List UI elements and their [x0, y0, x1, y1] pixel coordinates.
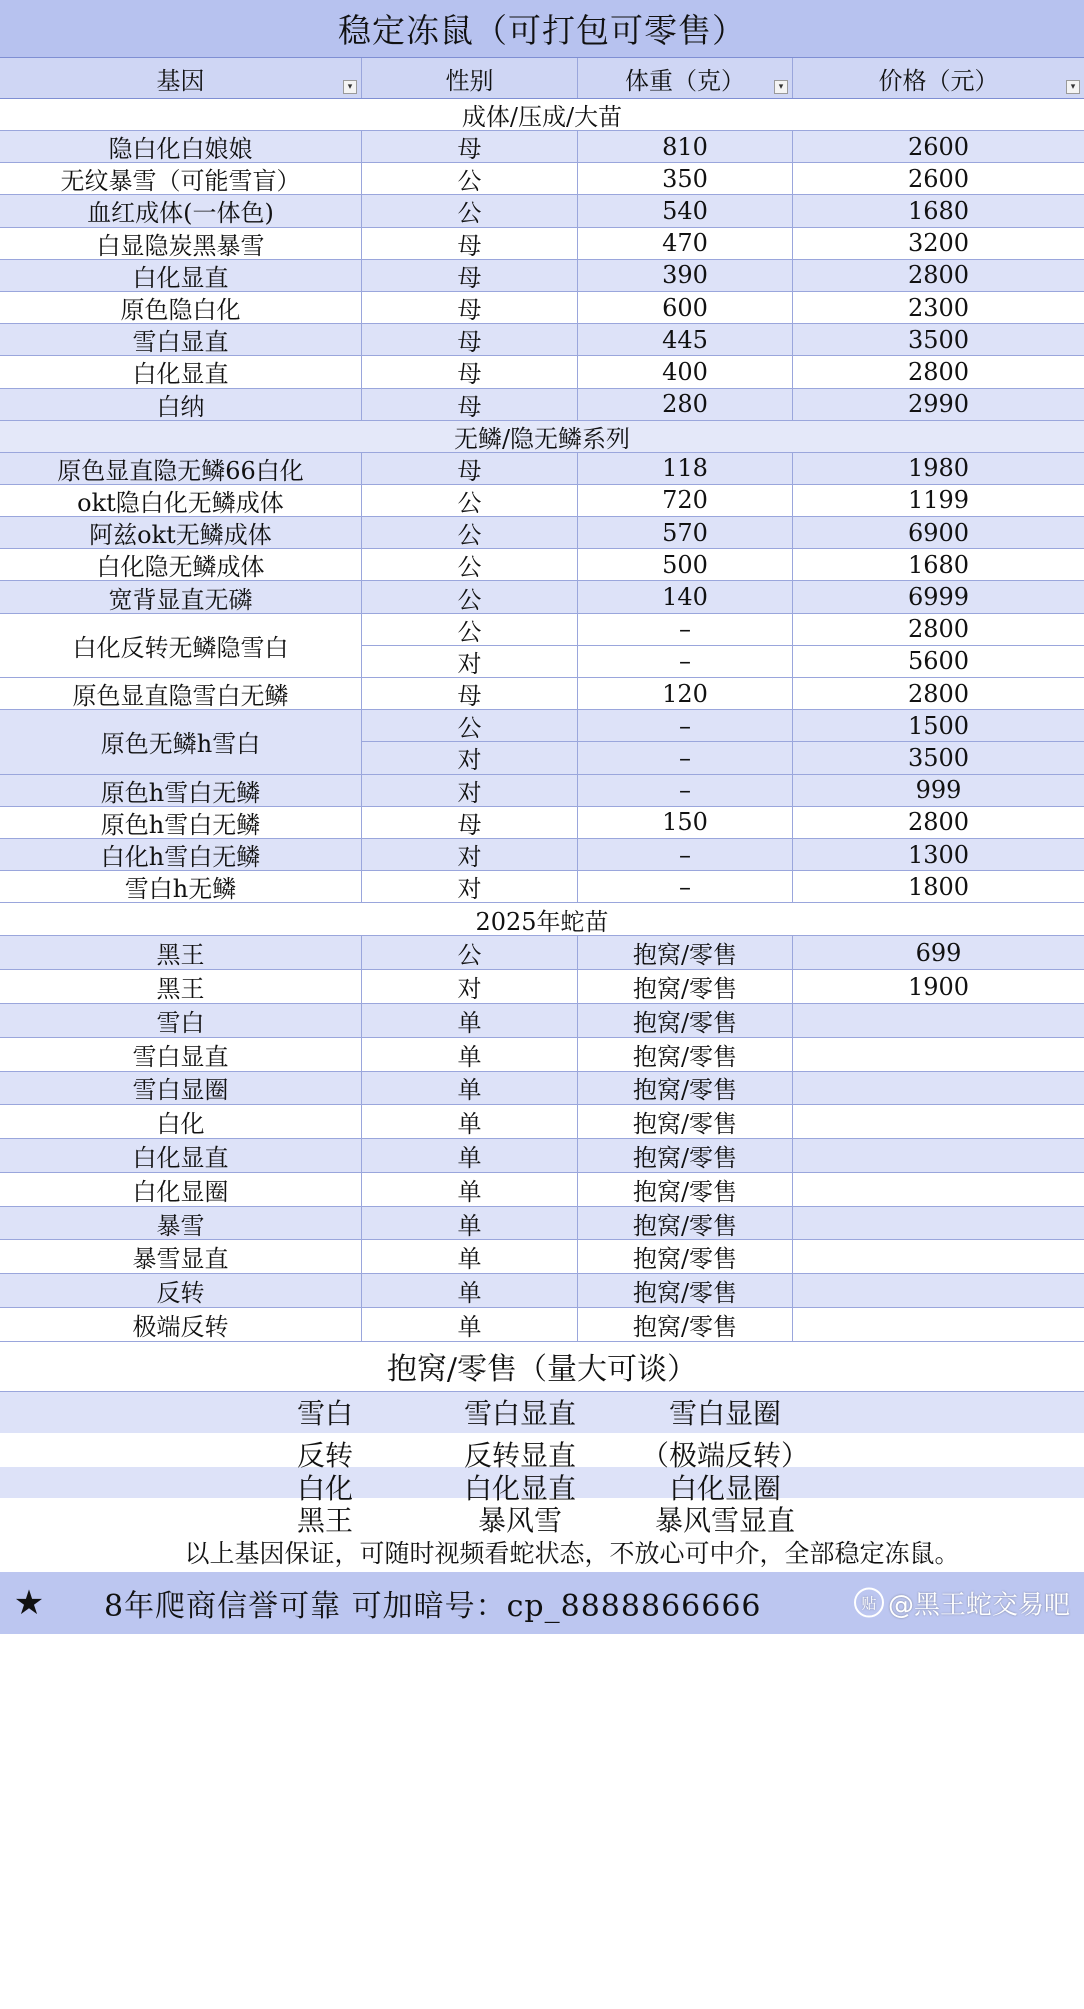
cell-sex: 公 — [362, 517, 578, 549]
cell-weight: 118 — [578, 453, 793, 485]
cell-weight: – — [578, 775, 793, 807]
cell-weight: 280 — [578, 389, 793, 421]
filter-dropdown-icon[interactable]: ▾ — [343, 80, 357, 94]
cell-weight: 600 — [578, 292, 793, 324]
cell-weight: – — [578, 839, 793, 871]
cell-gene: 黑王 — [0, 936, 362, 970]
cell-sex: 单 — [362, 1038, 578, 1072]
cell-sex: 单 — [362, 1072, 578, 1106]
spacer — [830, 1499, 1084, 1539]
cell-sex: 对 — [362, 775, 578, 807]
cell-price: 1680 — [793, 195, 1084, 227]
cell-gene: 白化显直 — [0, 1139, 362, 1173]
wholesale-item: 雪白 — [296, 1397, 353, 1431]
cell-gene: 白化反转无鳞隐雪白 — [0, 614, 362, 678]
cell-gene: 原色h雪白无鳞 — [0, 775, 362, 807]
cell-price: 3500 — [793, 742, 1084, 774]
cell-sex: 公 — [362, 614, 578, 646]
cell-gene: 血红成体(一体色) — [0, 195, 362, 227]
wholesale-row — [0, 1467, 1084, 1505]
cell-weight: 抱窝/零售 — [578, 936, 793, 970]
spacer — [830, 1392, 1084, 1433]
cell-gene: 原色显直隐无鳞66白化 — [0, 453, 362, 485]
cell-weight: 140 — [578, 581, 793, 613]
cell-weight: 抱窝/零售 — [578, 1004, 793, 1038]
cell-sex: 公 — [362, 195, 578, 227]
cell-price: 699 — [793, 936, 1084, 970]
column-header-sex[interactable] — [362, 58, 578, 98]
column-header-row — [0, 58, 1084, 99]
cell-gene: 白显隐炭黑暴雪 — [0, 228, 362, 260]
cell-gene: 白纳 — [0, 389, 362, 421]
cell-sex: 公 — [362, 936, 578, 970]
cell-price: 5600 — [793, 646, 1084, 678]
cell-price — [793, 1173, 1084, 1207]
cell-sex: 对 — [362, 970, 578, 1004]
cell-sex: 母 — [362, 324, 578, 356]
column-header-weight[interactable] — [578, 58, 793, 98]
cell-sex: 母 — [362, 131, 578, 163]
cell-sex: 公 — [362, 485, 578, 517]
wholesale-item: 雪白显直 — [463, 1397, 576, 1431]
cell-weight: 150 — [578, 807, 793, 839]
wholesale-row — [0, 1499, 1084, 1537]
cell-gene: okt隐白化无鳞成体 — [0, 485, 362, 517]
cell-sex: 对 — [362, 871, 578, 903]
guarantee-notice: 以上基因保证，可随时视频看蛇状态，不放心可中介，全部稳定冻鼠。 — [0, 1532, 1084, 1572]
wholesale-item: 黑王 — [296, 1503, 353, 1537]
column-label: 基因 — [156, 66, 205, 95]
cell-sex: 对 — [362, 742, 578, 774]
cell-weight: 570 — [578, 517, 793, 549]
cell-price: 2800 — [793, 678, 1084, 710]
cell-weight: 810 — [578, 131, 793, 163]
cell-price: 3200 — [793, 228, 1084, 260]
cell-price — [793, 1207, 1084, 1241]
cell-sex: 单 — [362, 1240, 578, 1274]
cell-weight: 500 — [578, 549, 793, 581]
column-label: 性别 — [445, 66, 494, 95]
cell-price: 2800 — [793, 260, 1084, 292]
wholesale-item: 白化 — [296, 1471, 353, 1505]
cell-price: 2300 — [793, 292, 1084, 324]
wholesale-title: 抱窝/零售（量大可谈） — [0, 1342, 1084, 1392]
cell-price: 2600 — [793, 131, 1084, 163]
cell-sex: 单 — [362, 1308, 578, 1342]
wholesale-item: 雪白显圈 — [668, 1397, 781, 1431]
cell-price: 2800 — [793, 614, 1084, 646]
cell-price: 1800 — [793, 871, 1084, 903]
cell-price: 3500 — [793, 324, 1084, 356]
section-header: 成体/压成/大苗 — [0, 99, 1084, 131]
cell-sex: 母 — [362, 292, 578, 324]
watermark-text: @黑王蛇交易吧 — [887, 1590, 1070, 1621]
cell-weight: 350 — [578, 163, 793, 195]
cell-gene: 极端反转 — [0, 1308, 362, 1342]
cell-gene: 白化显圈 — [0, 1173, 362, 1207]
table-body — [0, 99, 1084, 1342]
cell-sex: 母 — [362, 356, 578, 388]
cell-gene: 白化显直 — [0, 356, 362, 388]
section-rows — [0, 131, 1084, 421]
cell-price: 2990 — [793, 389, 1084, 421]
cell-weight: – — [578, 742, 793, 774]
cell-gene: 阿兹okt无鳞成体 — [0, 517, 362, 549]
cell-price — [793, 1274, 1084, 1308]
cell-gene: 暴雪 — [0, 1207, 362, 1241]
cell-price: 1900 — [793, 970, 1084, 1004]
cell-weight: – — [578, 614, 793, 646]
cell-weight: 抱窝/零售 — [578, 1308, 793, 1342]
contact-text: 8年爬商信誉可靠 可加暗号：cp_8888866666 — [104, 1588, 762, 1624]
cell-weight: 400 — [578, 356, 793, 388]
cell-sex: 单 — [362, 1139, 578, 1173]
cell-gene: 反转 — [0, 1274, 362, 1308]
cell-weight: 720 — [578, 485, 793, 517]
star-icon: ★ — [13, 1582, 45, 1623]
wholesale-item: （极端反转） — [640, 1438, 809, 1472]
cell-sex: 对 — [362, 839, 578, 871]
cell-gene: 黑王 — [0, 970, 362, 1004]
cell-price: 1199 — [793, 485, 1084, 517]
cell-weight: 445 — [578, 324, 793, 356]
cell-sex: 公 — [362, 710, 578, 742]
cell-gene: 暴雪显直 — [0, 1240, 362, 1274]
column-header-price[interactable] — [793, 58, 1084, 98]
cell-sex: 单 — [362, 1207, 578, 1241]
cell-gene: 雪白显直 — [0, 324, 362, 356]
cell-gene: 原色无鳞h雪白 — [0, 710, 362, 774]
cell-weight: 抱窝/零售 — [578, 1274, 793, 1308]
cell-gene: 雪白显直 — [0, 1038, 362, 1072]
cell-price: 2800 — [793, 807, 1084, 839]
cell-price — [793, 1004, 1084, 1038]
cell-price — [793, 1240, 1084, 1274]
cell-price — [793, 1038, 1084, 1072]
column-label: 体重（克） — [625, 66, 745, 95]
cell-gene: 宽背显直无磷 — [0, 581, 362, 613]
wholesale-item: 暴风雪显直 — [654, 1503, 795, 1537]
cell-sex: 母 — [362, 389, 578, 421]
watermark — [854, 1584, 1070, 1621]
wholesale-item: 白化显圈 — [668, 1471, 781, 1505]
cell-weight: 抱窝/零售 — [578, 1240, 793, 1274]
cell-price: 6900 — [793, 517, 1084, 549]
cell-price: 2800 — [793, 356, 1084, 388]
cell-weight: 抱窝/零售 — [578, 1173, 793, 1207]
cell-weight: 390 — [578, 260, 793, 292]
sheet-title: 稳定冻鼠（可打包可零售） — [0, 0, 1084, 58]
cell-weight: 抱窝/零售 — [578, 1105, 793, 1139]
cell-gene: 白化隐无鳞成体 — [0, 549, 362, 581]
cell-price: 6999 — [793, 581, 1084, 613]
column-label: 价格（元） — [878, 66, 999, 95]
wholesale-item: 暴风雪 — [477, 1503, 562, 1537]
cell-weight: – — [578, 871, 793, 903]
wholesale-row — [0, 1434, 1084, 1472]
cell-gene: 原色显直隐雪白无鳞 — [0, 678, 362, 710]
cell-weight: 120 — [578, 678, 793, 710]
cell-weight: 抱窝/零售 — [578, 1038, 793, 1072]
cell-price — [793, 1072, 1084, 1106]
section-header: 无鳞/隐无鳞系列 — [0, 421, 1084, 453]
cell-weight: 抱窝/零售 — [578, 970, 793, 1004]
cell-gene: 白化 — [0, 1105, 362, 1139]
cell-gene: 雪白显圈 — [0, 1072, 362, 1106]
cell-price: 1500 — [793, 710, 1084, 742]
spacer — [0, 1392, 230, 1433]
cell-weight: – — [578, 710, 793, 742]
cell-gene: 原色隐白化 — [0, 292, 362, 324]
section-rows — [0, 936, 1084, 1342]
cell-price: 1980 — [793, 453, 1084, 485]
cell-sex: 母 — [362, 228, 578, 260]
cell-price — [793, 1105, 1084, 1139]
spacer — [0, 1499, 230, 1539]
cell-gene: 雪白 — [0, 1004, 362, 1038]
cell-sex: 母 — [362, 807, 578, 839]
cell-gene: 原色h雪白无鳞 — [0, 807, 362, 839]
filter-dropdown-icon[interactable]: ▾ — [1066, 80, 1080, 94]
wholesale-item: 反转 — [296, 1438, 353, 1472]
cell-weight: 540 — [578, 195, 793, 227]
wholesale-row — [0, 1392, 1084, 1434]
cell-sex: 单 — [362, 1274, 578, 1308]
cell-price — [793, 1139, 1084, 1173]
tieba-logo-icon: 贴 — [854, 1588, 884, 1618]
cell-weight: 抱窝/零售 — [578, 1072, 793, 1106]
cell-sex: 单 — [362, 1173, 578, 1207]
cell-gene: 雪白h无鳞 — [0, 871, 362, 903]
filter-dropdown-icon[interactable]: ▾ — [774, 80, 788, 94]
cell-weight: 抱窝/零售 — [578, 1207, 793, 1241]
cell-sex: 公 — [362, 581, 578, 613]
footer-bar — [0, 1572, 1084, 1634]
section-header: 2025年蛇苗 — [0, 903, 1084, 936]
cell-price — [793, 1308, 1084, 1342]
wholesale-item: 白化显直 — [463, 1471, 576, 1505]
section-rows — [0, 453, 1084, 904]
cell-sex: 对 — [362, 646, 578, 678]
cell-sex: 公 — [362, 163, 578, 195]
cell-gene: 白化h雪白无鳞 — [0, 839, 362, 871]
wholesale-item: 反转显直 — [463, 1438, 576, 1472]
cell-price: 999 — [793, 775, 1084, 807]
cell-price: 1680 — [793, 549, 1084, 581]
cell-sex: 公 — [362, 549, 578, 581]
cell-gene: 隐白化白娘娘 — [0, 131, 362, 163]
cell-sex: 母 — [362, 678, 578, 710]
cell-weight: 470 — [578, 228, 793, 260]
cell-gene: 白化显直 — [0, 260, 362, 292]
cell-sex: 母 — [362, 260, 578, 292]
wholesale-list — [0, 1392, 1084, 1537]
cell-sex: 单 — [362, 1105, 578, 1139]
cell-price: 2600 — [793, 163, 1084, 195]
column-header-gene[interactable] — [0, 58, 362, 98]
cell-gene: 无纹暴雪（可能雪盲） — [0, 163, 362, 195]
cell-price: 1300 — [793, 839, 1084, 871]
cell-sex: 母 — [362, 453, 578, 485]
cell-weight: – — [578, 646, 793, 678]
cell-sex: 单 — [362, 1004, 578, 1038]
cell-weight: 抱窝/零售 — [578, 1139, 793, 1173]
